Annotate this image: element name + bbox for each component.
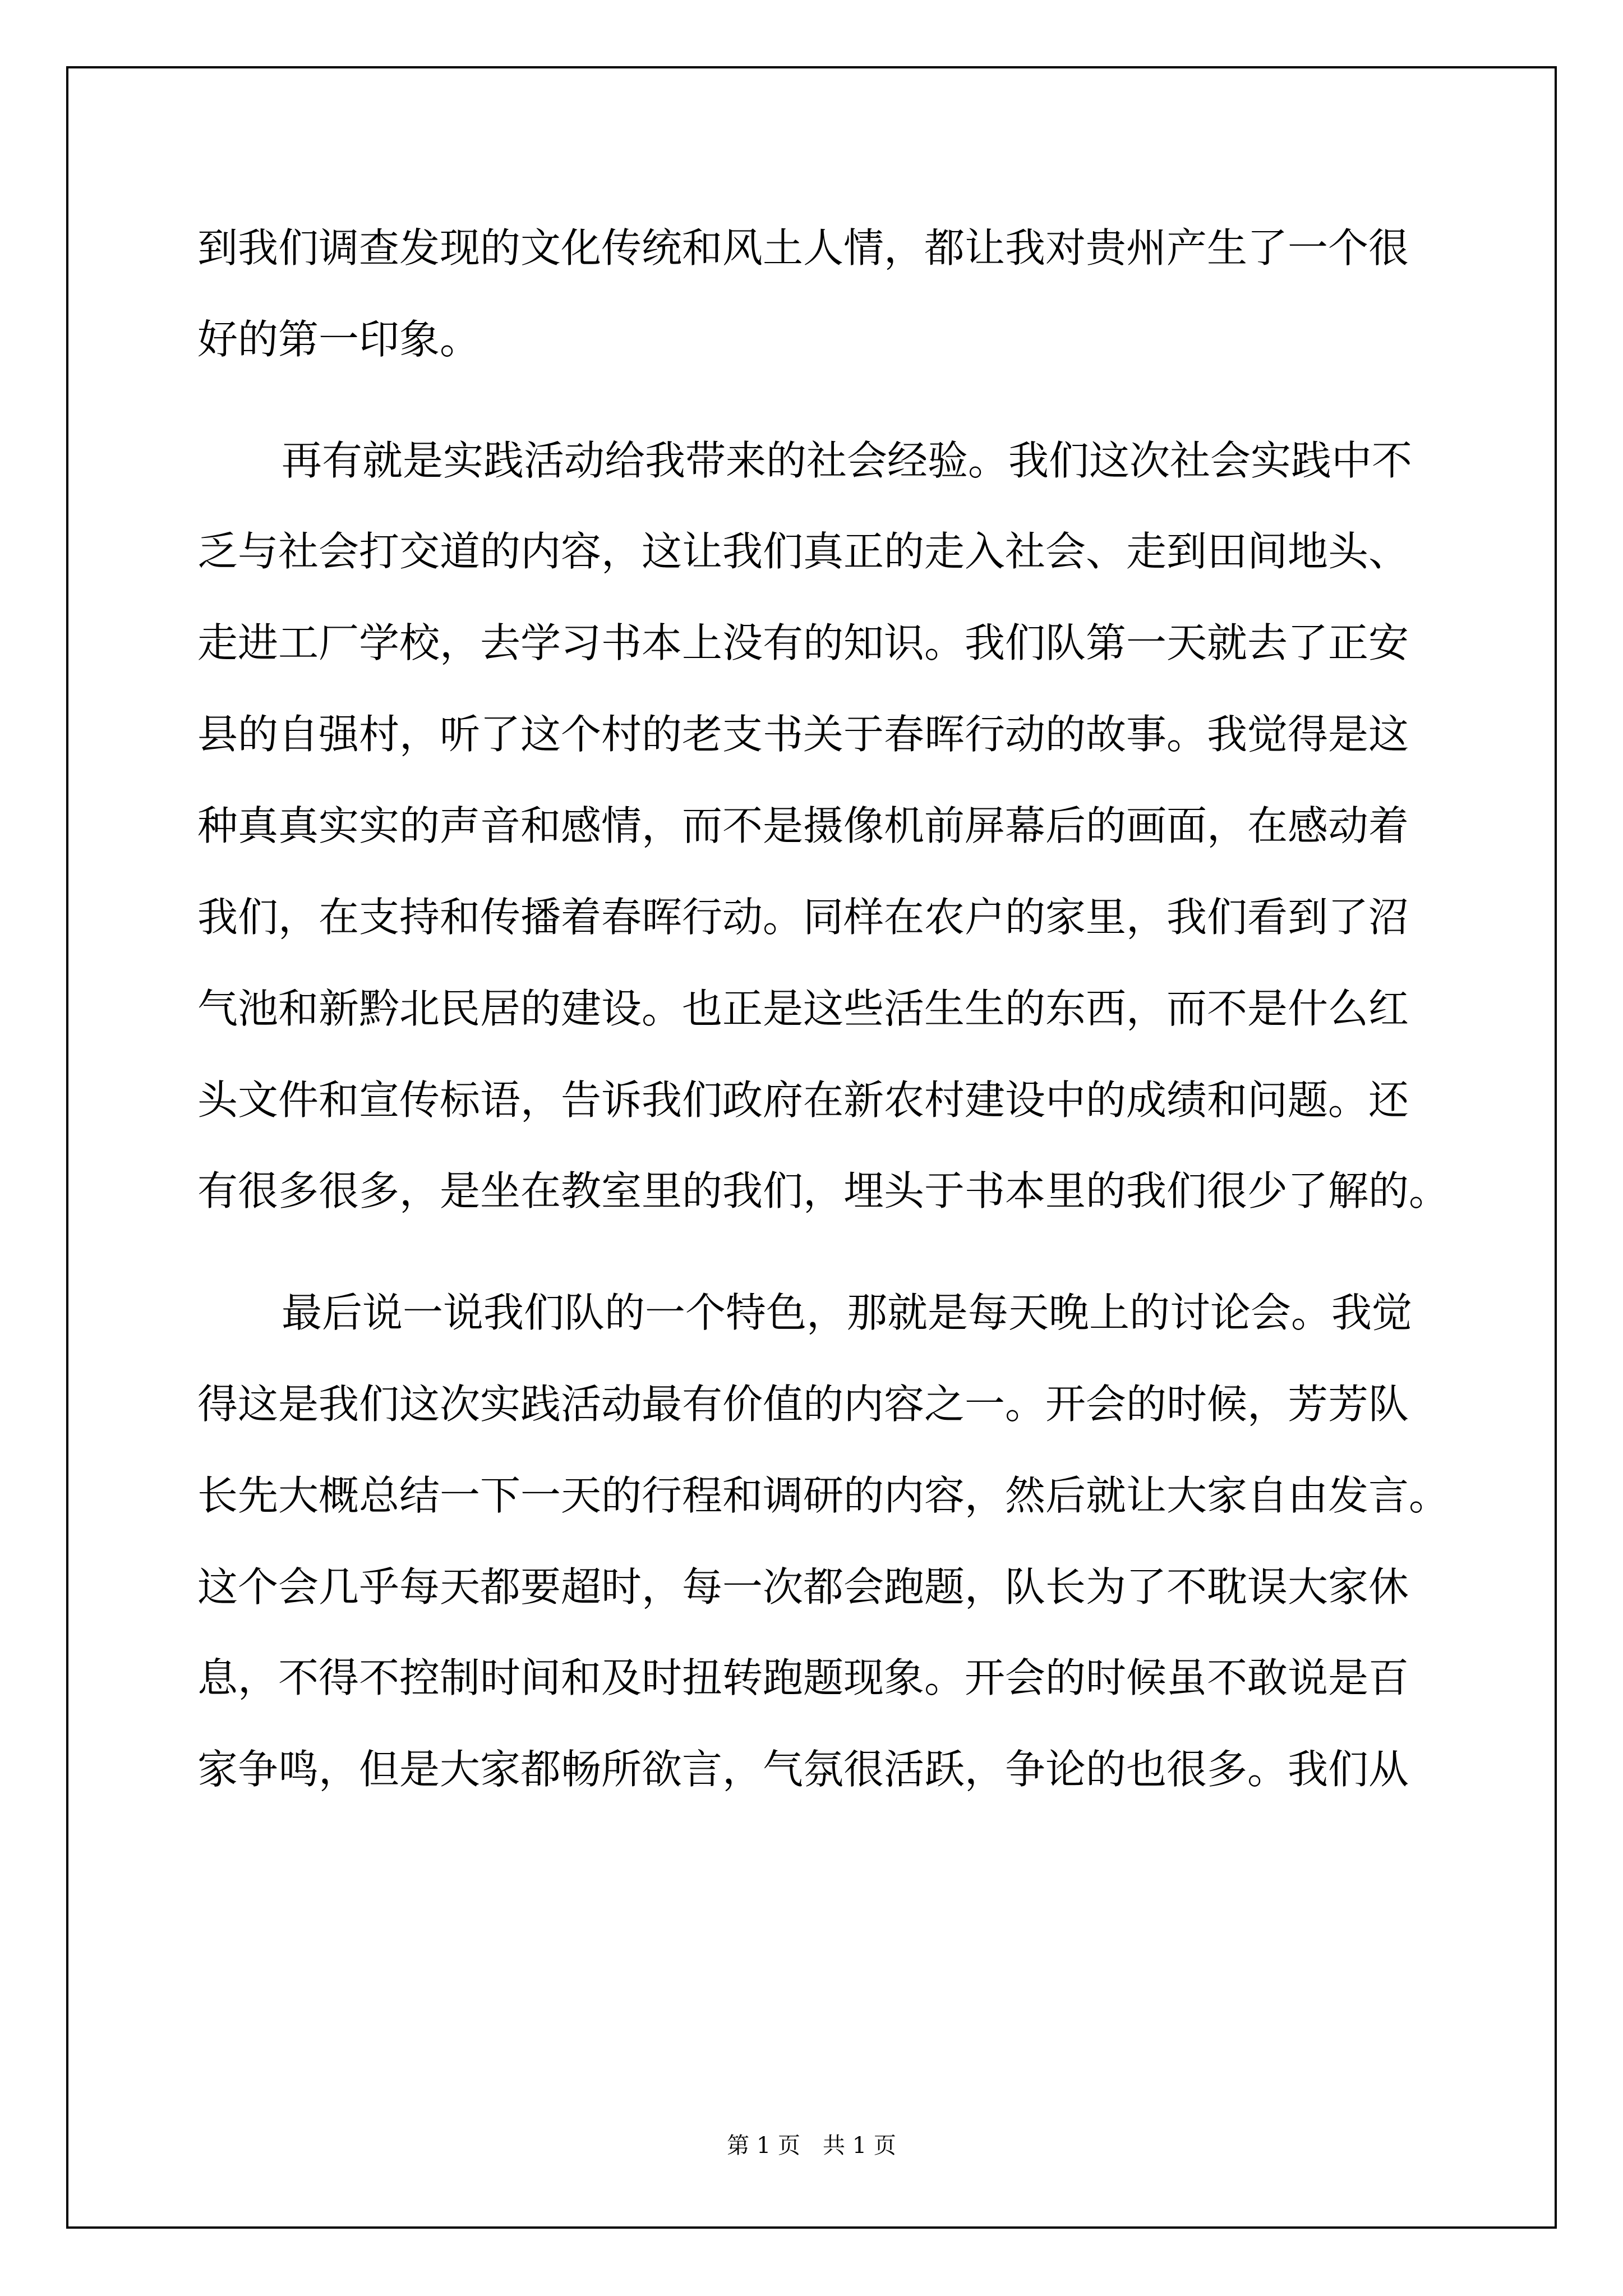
- body-line-16: 息，不得不控制时间和及时扭转跑题现象。开会的时候虽不敢说是百: [197, 1654, 1409, 1701]
- body-line-8: 我们，在支持和传播着春晖行动。同样在农户的家里，我们看到了沼: [197, 894, 1409, 941]
- body-line-11: 有很多很多，是坐在教室里的我们，埋头于书本里的我们很少了解的。: [197, 1167, 1450, 1214]
- body-line-6: 县的自强村，听了这个村的老支书关于春晖行动的故事。我觉得是这: [197, 711, 1409, 758]
- page-number-footer: 第 1 页 共 1 页: [727, 2133, 896, 2159]
- body-line-2: 好的第一印象。: [197, 316, 481, 363]
- body-line-10: 头文件和宣传标语，告诉我们政府在新农村建设中的成绩和问题。还: [197, 1076, 1409, 1124]
- body-line-1: 到我们调查发现的文化传统和风土人情，都让我对贵州产生了一个很: [197, 224, 1409, 272]
- body-line-7: 种真真实实的声音和感情，而不是摄像机前屏幕后的画面，在感动着: [197, 802, 1409, 849]
- body-line-13: 得这是我们这次实践活动最有价值的内容之一。开会的时候，芳芳队: [197, 1381, 1409, 1428]
- page-border: [66, 66, 1557, 2229]
- body-line-15: 这个会几乎每天都要超时，每一次都会跑题，队长为了不耽误大家休: [197, 1563, 1409, 1611]
- body-line-4: 乏与社会打交道的内容，这让我们真正的走入社会、走到田间地头、: [197, 528, 1409, 575]
- body-line-17: 家争鸣，但是大家都畅所欲言，气氛很活跃，争论的也很多。我们从: [197, 1746, 1409, 1793]
- body-line-9: 气池和新黔北民居的建设。也正是这些活生生的东西，而不是什么红: [197, 985, 1409, 1032]
- body-line-14: 长先大概总结一下一天的行程和调研的内容，然后就让大家自由发言。: [197, 1472, 1450, 1519]
- body-line-3: 再有就是实践活动给我带来的社会经验。我们这次社会实践中不: [282, 437, 1413, 484]
- body-line-12: 最后说一说我们队的一个特色，那就是每天晚上的讨论会。我觉: [282, 1289, 1413, 1336]
- body-line-5: 走进工厂学校，去学习书本上没有的知识。我们队第一天就去了正安: [197, 619, 1409, 666]
